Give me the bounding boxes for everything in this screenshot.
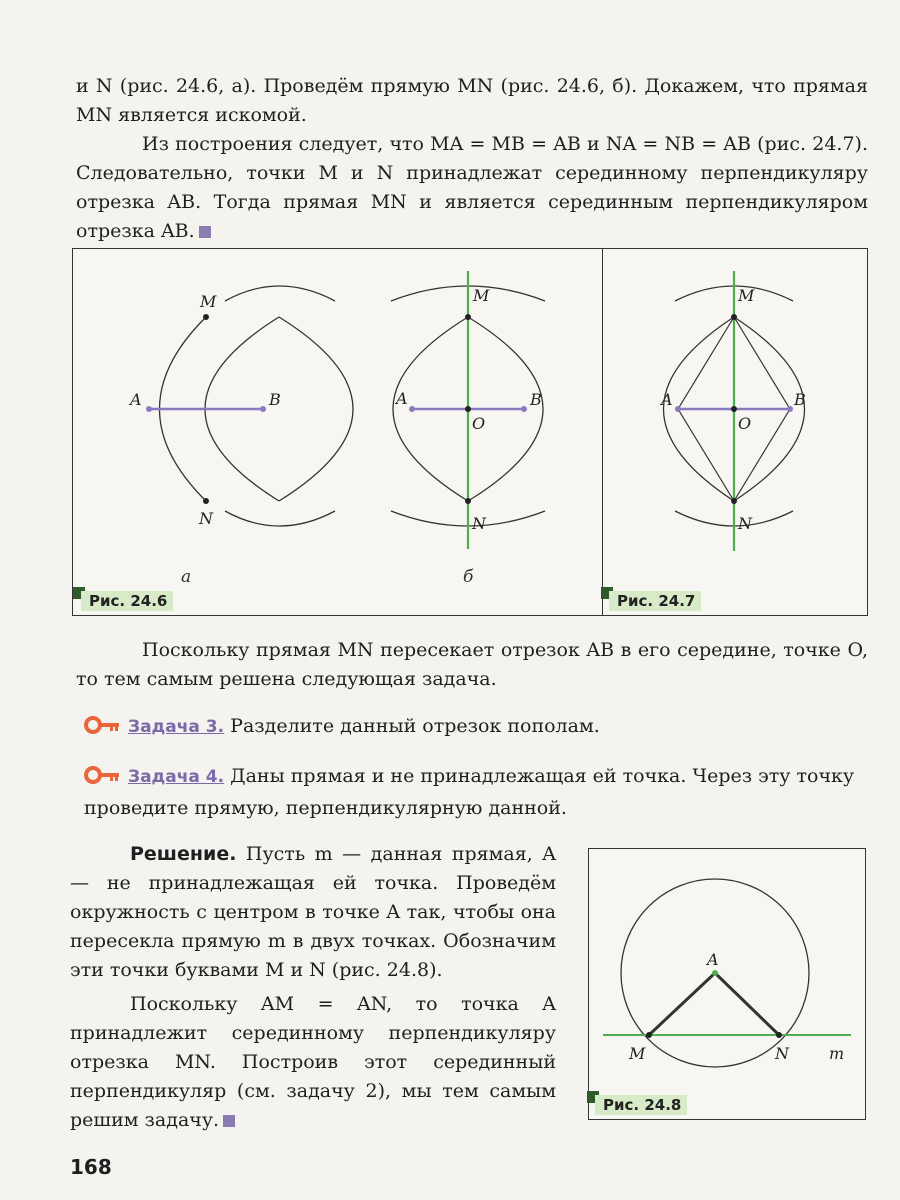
figure-24-7-frame xyxy=(602,248,868,616)
point-a-b xyxy=(409,406,415,412)
subfigure-label-b: б xyxy=(463,567,474,587)
label-n-8: N xyxy=(775,1044,789,1063)
point-n-8 xyxy=(776,1032,782,1038)
label-b-b: B xyxy=(530,390,542,409)
intro-paragraph: и N (рис. 24.6, а). Проведём прямую MN (рис. 24.6, б). Докажем, что прямая MN является искомой. xyxy=(76,75,868,126)
caption-24-8: Рис. 24.8 xyxy=(595,1095,687,1115)
end-of-solution-icon xyxy=(223,1115,235,1127)
label-a-a: A xyxy=(130,390,142,409)
label-n-b: N xyxy=(472,514,486,533)
label-n-7: N xyxy=(738,514,752,533)
point-a-a xyxy=(146,406,152,412)
point-m-a xyxy=(203,314,209,320)
label-a-b: A xyxy=(396,389,408,408)
label-m-7: M xyxy=(738,286,755,305)
task-3: Задача 3. Разделите данный отрезок пополам. xyxy=(84,712,880,744)
proof-paragraph: Из построения следует, что MA = MB = AB и NA = NB = AB (рис. 24.7). Следовательно, точки M и N принадлежат серединному перпендикуляру отрезка AB. Тогда прямая MN и является серединным перпендикуляром отрезка AB. xyxy=(76,133,868,242)
key-icon xyxy=(84,765,120,794)
task-4: Задача 4. Даны прямая и не принадлежащая ей точка. Через эту точку проведите прямую, перпендикулярную данной. xyxy=(84,765,855,819)
point-m-8 xyxy=(646,1032,652,1038)
circle-arc-a-right xyxy=(279,317,353,501)
point-a-7 xyxy=(675,406,681,412)
figure-24-6-b xyxy=(391,271,545,549)
point-m-b xyxy=(465,314,471,320)
label-a-7: A xyxy=(661,390,673,409)
figure-24-8-frame xyxy=(588,848,866,1120)
label-m-line-8: m xyxy=(829,1044,845,1063)
caption-24-7: Рис. 24.7 xyxy=(609,591,701,611)
subfigure-label-a: а xyxy=(181,567,192,587)
segment-an xyxy=(715,973,779,1035)
label-o-b: O xyxy=(472,414,486,433)
solution-paragraph-2: Поскольку AM = AN, то точка A принадлежит серединному перпендикуляру отрезка MN. Построив этот серединный перпендикуляр (см. задачу 2), мы тем самым решим задачу. xyxy=(70,993,556,1131)
label-m-b: M xyxy=(473,286,490,305)
point-b-b xyxy=(521,406,527,412)
arc-bottom-a xyxy=(225,511,335,526)
label-o-7: O xyxy=(738,414,752,433)
caption-24-6: Рис. 24.6 xyxy=(81,591,173,611)
figure-24-6 xyxy=(73,249,603,615)
point-n-7 xyxy=(731,498,737,504)
label-m-a: M xyxy=(200,292,217,311)
figure-24-7 xyxy=(603,249,867,615)
key-icon xyxy=(84,715,120,744)
point-b-7 xyxy=(787,406,793,412)
point-m-7 xyxy=(731,314,737,320)
segment-am xyxy=(649,973,715,1035)
point-o-b xyxy=(465,406,471,412)
point-o-7 xyxy=(731,406,737,412)
label-b-a: B xyxy=(269,390,281,409)
label-b-7: B xyxy=(794,390,806,409)
middle-paragraph: Поскольку прямая MN пересекает отрезок AB в его середине, точке O, то тем самым решена следующая задача. xyxy=(76,639,868,690)
task-4-title[interactable]: Задача 4. xyxy=(128,767,225,787)
figure-24-6-a xyxy=(105,286,354,528)
figure-24-8 xyxy=(589,849,865,1119)
task-3-title[interactable]: Задача 3. xyxy=(128,717,225,737)
label-n-a: N xyxy=(199,509,213,528)
point-a-8 xyxy=(712,970,718,976)
figure-24-6-frame xyxy=(72,248,604,616)
end-of-proof-icon xyxy=(199,226,211,238)
label-a-8: A xyxy=(707,950,719,969)
label-m-8: M xyxy=(629,1044,646,1063)
page-number: 168 xyxy=(70,1155,112,1179)
point-n-a xyxy=(203,498,209,504)
point-n-b xyxy=(465,498,471,504)
arc-top-a xyxy=(225,286,335,301)
solution-paragraph-1: Решение. Пусть m — данная прямая, A — не принадлежащая ей точка. Проведём окружность с центром в точке A так, чтобы она пересекла прямую m в двух точках. Обозначим эти точки буквами M и N (рис. 24.8). xyxy=(70,843,556,981)
solution-label: Решение. xyxy=(130,843,237,865)
point-b-a xyxy=(260,406,266,412)
